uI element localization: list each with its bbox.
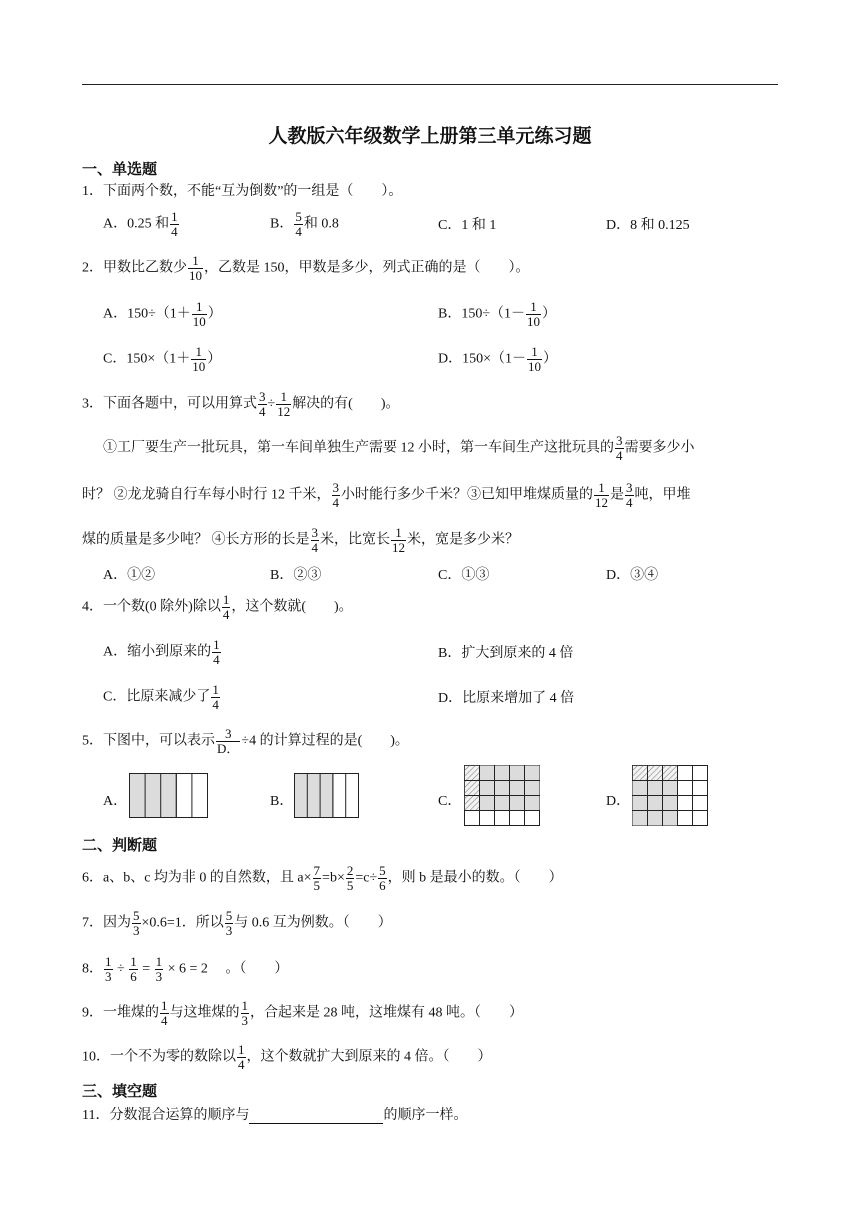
fraction: $\frac{1}{4}$ [171, 209, 178, 239]
q1-option-b[interactable] [270, 210, 339, 238]
fraction: $\frac{1}{4}$ [222, 592, 230, 622]
question-7: 7．因为 $\frac{5}{3}$ ×0.6=1．所以 $\frac{5}{3}$ 与 0.6 互为例数。（ ） [82, 908, 392, 938]
q4-option-b[interactable]: B．扩大到原来的 4 倍 [438, 646, 574, 661]
fraction: $\frac{3}{4}$ [332, 480, 339, 510]
q2-option-c[interactable]: C．150×（1＋ $\frac{1}{10}$ ） [103, 344, 222, 374]
fraction: $\frac{3}{4}$ [311, 525, 318, 555]
q3-option-d[interactable]: D．③④ [606, 568, 659, 583]
q4-option-d[interactable]: D．比原来增加了 4 倍 [438, 691, 575, 706]
question-3-stem: 3．下面各题中，可以用算式 $\frac{3}{4}$ ÷ $\frac{1}{12}$ 解决的有( )。 [82, 389, 400, 419]
question-6: 6．a、b、c 均为非 0 的自然数，且 a× $\frac{7}{5}$ =b× $\frac{2}{5}$ =c÷ $\frac{5}{6}$ ，则 b 是最小的数。（ ） [82, 863, 563, 893]
fraction: $\frac{3}{4}$ [259, 389, 266, 419]
q2-option-a[interactable]: A．150÷（1＋ $\frac{1}{10}$ ） [103, 299, 222, 329]
q5-option-a-diagram[interactable] [129, 773, 209, 819]
question-2-stem: 2．甲数比乙数少 $\frac{1}{10}$ ，乙数是 150，甲数是多少，列式正确的是（ ）。 [82, 253, 530, 283]
q4-option-a[interactable]: A．缩小到原来的 $\frac{1}{4}$ [103, 637, 220, 667]
fraction: $\frac{1}{10}$ [189, 253, 202, 283]
fraction: $\frac{1}{12}$ [595, 480, 608, 510]
fraction: $\frac{3}{D.}$ [217, 726, 240, 756]
top-rule [82, 84, 778, 85]
fraction: $\frac{1}{12}$ [277, 389, 291, 419]
page-title: 人教版六年级数学上册第三单元练习题 [268, 125, 592, 147]
fraction: $\frac{1}{4}$ [212, 682, 219, 712]
fraction: $\frac{7}{5}$ [313, 863, 321, 893]
fraction: $\frac{1}{4}$ [161, 998, 168, 1028]
question-11: 11．分数混合运算的顺序与 的顺序一样。 [82, 1108, 468, 1123]
fraction: $\frac{5}{4}$ [295, 209, 302, 239]
q1-option-b-label: B． [270, 216, 294, 232]
question-4-stem: 4．一个数(0 除外)除以 $\frac{1}{4}$ ，这个数就( )。 [82, 592, 353, 622]
fraction: $\frac{5}{6}$ [379, 863, 386, 893]
section-heading-true-false: 二、判断题 [82, 836, 158, 854]
q1-option-b-text: 和 0.8 [303, 216, 339, 232]
fraction: $\frac{3}{4}$ [626, 480, 633, 510]
fraction: $\frac{1}{3}$ [241, 998, 248, 1028]
fraction: $\frac{1}{3}$ [155, 954, 163, 984]
fraction: $\frac{3}{4}$ [616, 433, 623, 463]
fraction: $\frac{1}{10}$ [192, 299, 206, 329]
fraction: $\frac{1}{3}$ [105, 954, 112, 984]
q11-answer-blank[interactable] [249, 1109, 383, 1124]
fraction: $\frac{1}{10}$ [528, 344, 542, 374]
question-9: 9．一堆煤的 $\frac{1}{4}$ 与这堆煤的 $\frac{1}{3}$ ，合起来是 28 吨，这堆煤有 48 吨。（ ） [82, 998, 523, 1028]
q5-option-d-diagram[interactable] [632, 765, 710, 827]
fraction: $\frac{1}{4}$ [213, 637, 220, 667]
question-5-stem: 5．下图中，可以表示 $\frac{3}{D.}$ ÷4 的计算过程的是( )。 [82, 726, 409, 756]
q1-option-d[interactable]: D．8 和 0.125 [606, 218, 690, 233]
question-10: 10．一个不为零的数除以 $\frac{1}{4}$ ，这个数就扩大到原来的 4 倍。（ ） [82, 1042, 492, 1072]
section-heading-fill-in: 三、填空题 [82, 1082, 158, 1100]
q3-passage-line-3: 煤的质量是多少吨？ ④长方形的长是 $\frac{3}{4}$ 米，比宽长 $\frac{1}{12}$ 米，宽是多少米？ [82, 525, 519, 555]
q1-option-a-label: A．0.25 和 [103, 216, 170, 232]
q5-option-c-label[interactable]: C． [438, 794, 462, 809]
q5-option-b-diagram[interactable] [294, 773, 360, 819]
fraction: $\frac{1}{4}$ [238, 1042, 245, 1072]
q1-option-a[interactable] [103, 210, 180, 238]
fraction: $\frac{2}{5}$ [346, 863, 354, 893]
q5-option-d-label[interactable]: D． [606, 794, 631, 809]
question-8: 8． $\frac{1}{3}$ ÷ $\frac{1}{6}$ = $\frac{1}{3}$ × 6 = 2 。（ ） [82, 954, 289, 984]
fraction: $\frac{5}{3}$ [133, 908, 140, 938]
q1-option-c[interactable]: C．1 和 1 [438, 218, 497, 233]
section-heading-single-choice: 一、单选题 [82, 160, 158, 178]
question-1-stem: 1．下面两个数，不能“互为倒数”的一组是（ ）。 [82, 184, 403, 199]
q2-option-d[interactable]: D．150×（1－ $\frac{1}{10}$ ） [438, 344, 558, 374]
q3-passage-line-2: 时？ ②龙龙骑自行车每小时行 12 千米， $\frac{3}{4}$ 小时能行多少千米？③已知甲堆煤质量的 $\frac{1}{12}$ 是 $\frac{3}{4}$ 吨，甲堆 [82, 480, 691, 510]
q5-option-b-label[interactable]: B． [270, 794, 294, 809]
q3-passage-line-1: ①工厂要生产一批玩具，第一车间单独生产需要 12 小时，第一车间生产这批玩具的 $\frac{3}{4}$ 需要多少小 [103, 433, 695, 463]
fraction: $\frac{1}{6}$ [130, 954, 137, 984]
q3-option-b[interactable]: B．②③ [270, 568, 322, 583]
q2-option-b[interactable]: B．150÷（1－ $\frac{1}{10}$ ） [438, 299, 557, 329]
q5-option-a-label[interactable]: A． [103, 794, 128, 809]
q5-option-c-diagram[interactable] [464, 765, 542, 827]
q4-option-c[interactable]: C．比原来减少了 $\frac{1}{4}$ [103, 682, 219, 712]
fraction: $\frac{1}{12}$ [392, 525, 405, 555]
fraction: $\frac{5}{3}$ [225, 908, 233, 938]
fraction: $\frac{1}{10}$ [192, 344, 206, 374]
q3-option-a[interactable]: A．①② [103, 568, 156, 583]
fraction: $\frac{1}{10}$ [527, 299, 541, 329]
q3-option-c[interactable]: C．①③ [438, 568, 490, 583]
